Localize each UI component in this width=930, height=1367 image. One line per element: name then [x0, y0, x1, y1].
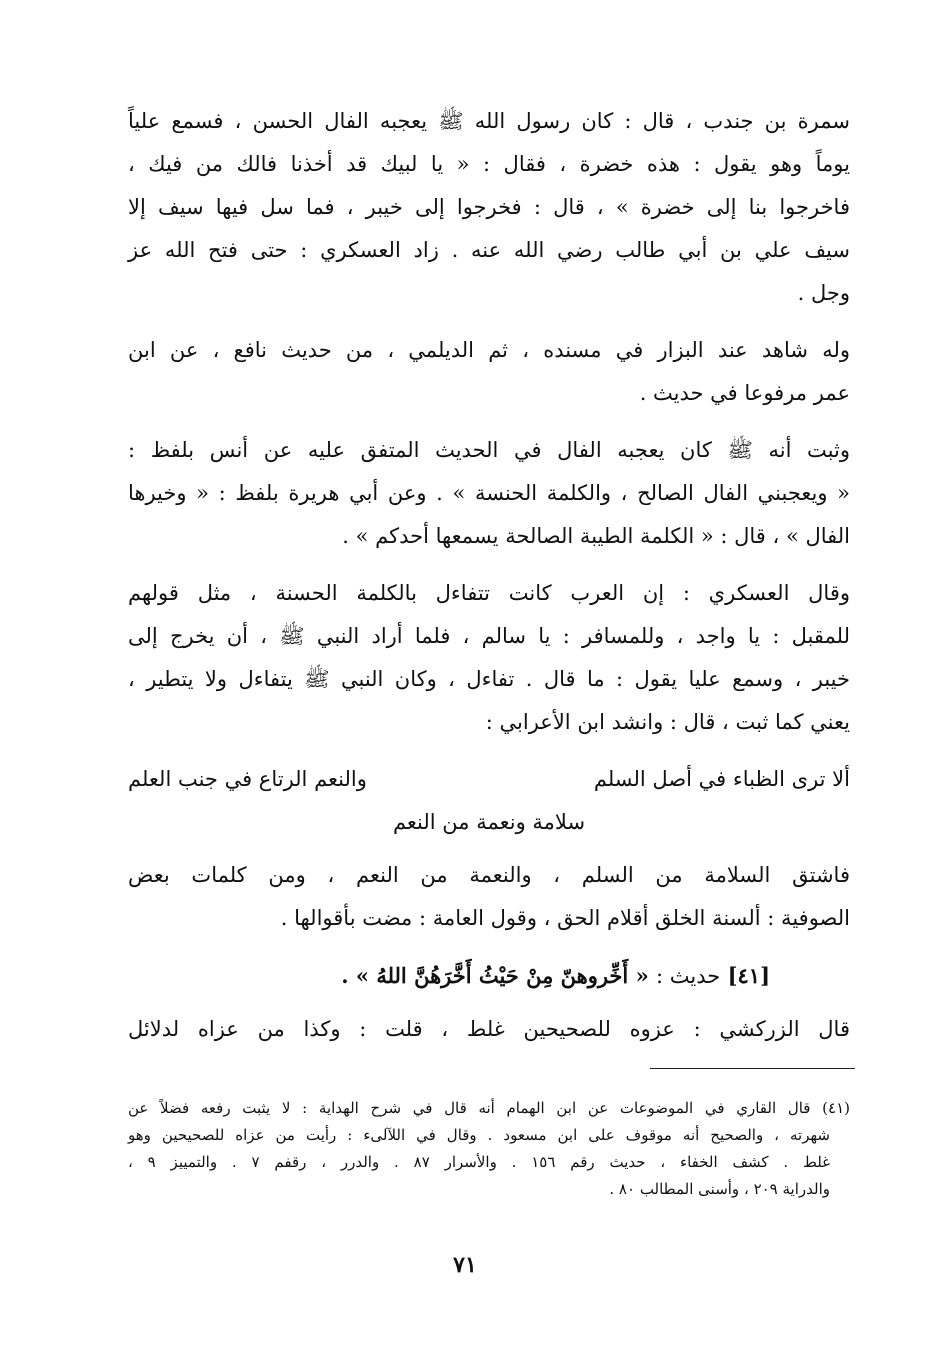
footnote-divider — [650, 1068, 855, 1069]
hadith-heading — [128, 954, 850, 998]
text-line: الفال » ، قال : « الكلمة الطيبة الصالحة يسمعها أحدكم » . — [342, 524, 850, 548]
text-line: سيف علي بن أبي طالب رضي الله عنه . زاد العسكري : حتى فتح الله عز — [128, 238, 850, 262]
footnote-line: غلط . كشف الخفاء ، حديث رقم ١٥٦ . والأسرار ٨٧ . والدرر ، رقفم ٧ . والتمييز ٩ ، — [128, 1153, 830, 1171]
text-line: فاشتق السلامة من السلم ، والنعمة من النعم ، ومن كلمات بعض — [128, 863, 850, 887]
hadith-label: حديث : — [656, 964, 721, 988]
paragraph-5 — [128, 854, 850, 940]
paragraph-2 — [128, 329, 850, 415]
text-line: سمرة بن جندب ، قال : كان رسول الله ﷺ يعجبه الفال الحسن ، فسمع علياً — [128, 109, 850, 133]
text-line: قال الزركشي : عزوه للصحيحين غلط ، قلت : وكذا من عزاه لدلائل — [128, 1017, 850, 1041]
paragraph-6 — [128, 1008, 850, 1051]
poem — [128, 758, 850, 844]
main-text — [128, 100, 850, 1065]
footnote-line: والدراية ٢٠٩ ، وأسنى المطالب ٨٠ . — [609, 1180, 830, 1198]
poem-hemistich-right: ألا ترى الظباء في أصل السلم — [593, 767, 850, 791]
poem-center-line: سلامة ونعمة من النعم — [392, 810, 586, 834]
text-line: خيبر ، وسمع عليا يقول : ما قال . تفاءل ، وكان النبي ﷺ يتفاءل ولا يتطير ، — [128, 667, 850, 691]
footnote-line: (٤١) قال القاري في الموضوعات عن ابن الهمام أنه قال في شرح الهداية : لا يثبت رفعه فضلاً عن — [128, 1099, 850, 1117]
text-line: الصوفية : ألسنة الخلق أقلام الحق ، وقول العامة : مضت بأقوالها . — [280, 906, 850, 930]
paragraph-4 — [128, 572, 850, 744]
paragraph-3 — [128, 429, 850, 558]
footnote — [128, 1095, 850, 1203]
text-line: وجل . — [797, 281, 850, 305]
text-line: للمقبل : يا واجد ، وللمسافر : يا سالم ، فلما أراد النبي ﷺ ، أن يخرج إلى — [128, 624, 850, 648]
paragraph-1 — [128, 100, 850, 315]
text-line: وله شاهد عند البزار في مسنده ، ثم الديلمي ، من حديث نافع ، عن ابن — [128, 338, 850, 362]
text-line: وثبت أنه ﷺ كان يعجبه الفال في الحديث المتفق عليه عن أنس بلفظ : — [128, 438, 850, 462]
text-line: « ويعجبني الفال الصالح ، والكلمة الحنسة » . وعن أبي هريرة بلفظ : « وخيرها — [128, 481, 850, 505]
poem-verse — [128, 758, 850, 801]
hadith-number: [٤١] — [727, 963, 770, 988]
hadith-text: « أَخِّروهنّ مِنْ حَيْثُ أَخَّرَهُنَّ اللهُ » . — [341, 963, 649, 988]
text-line: يعني كما ثبت ، قال : وانشد ابن الأعرابي : — [485, 710, 850, 734]
footnote-line: شهرته ، والصحيح أنه موقوف على ابن مسعود . وقال في اللآلىء : رأيت من عزاه للصحيحين وهو — [128, 1126, 830, 1144]
text-line: يوماً وهو يقول : هذه خضرة ، فقال : « يا لبيك قد أخذنا فالك من فيك ، — [128, 152, 850, 176]
text-line: فاخرجوا بنا إلى خضرة » ، قال : فخرجوا إلى خيبر ، فما سل فيها سيف إلا — [128, 195, 850, 219]
poem-hemistich-left: والنعم الرتاع في جنب العلم — [128, 767, 367, 791]
text-line: عمر مرفوعا في حديث . — [639, 381, 850, 405]
text-line: وقال العسكري : إن العرب كانت تتفاءل بالكلمة الحسنة ، مثل قولهم — [128, 581, 850, 605]
page-number: ٧١ — [453, 1252, 477, 1278]
